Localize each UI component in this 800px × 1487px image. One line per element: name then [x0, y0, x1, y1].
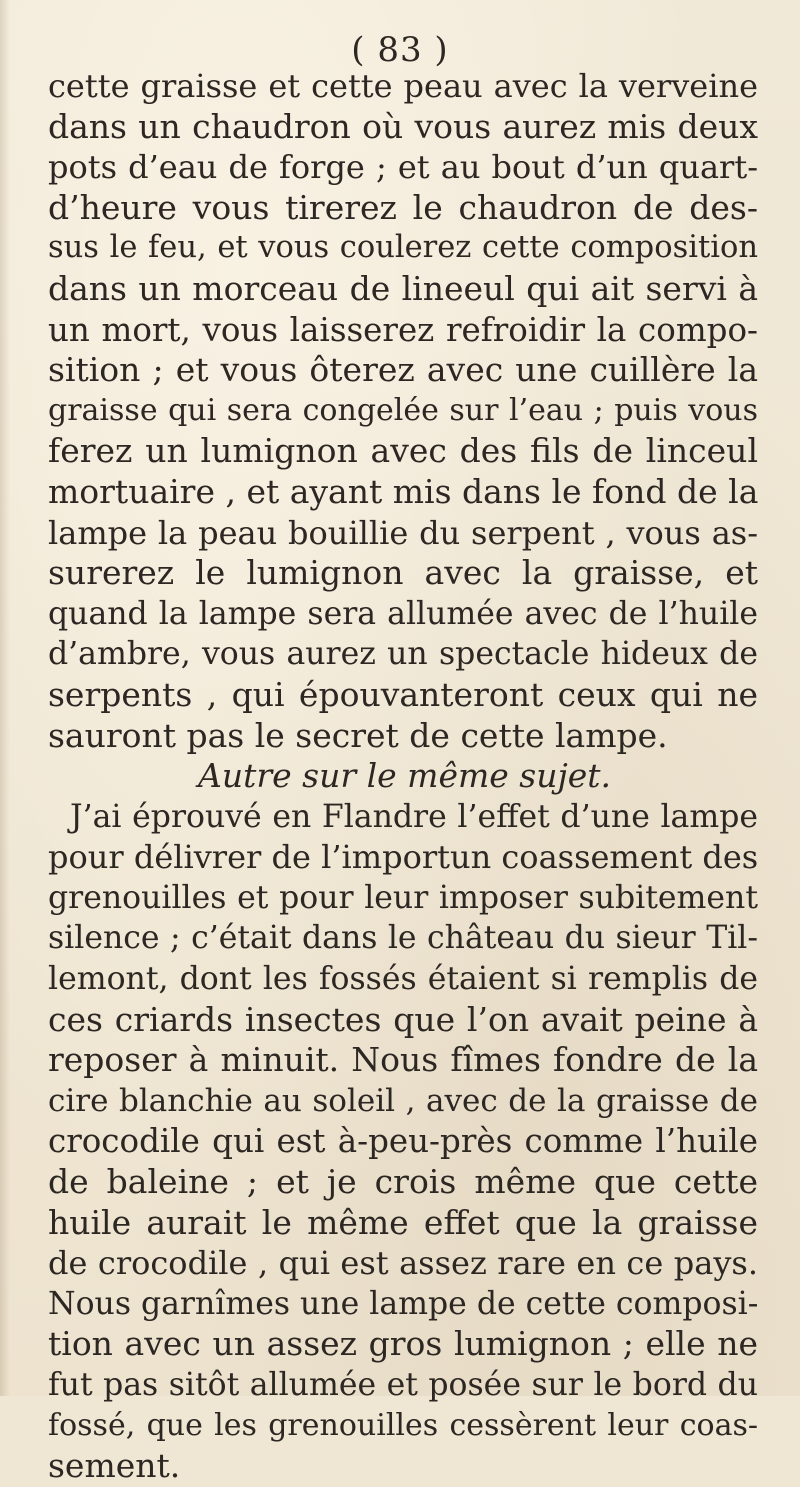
text-line: sition ; et vous ôterez avec une cuillère la — [48, 350, 758, 390]
text-line: pots d’eau de forge ; et au bout d’un quart- — [48, 148, 758, 187]
page-edge-shadow — [0, 0, 10, 1396]
text-line: huile aurait le même effet que la graisse — [48, 1202, 758, 1242]
text-line: serpents , qui épouvanteront ceux qui ne — [48, 674, 758, 714]
text-line: pour délivrer de l’importun coassement des — [48, 838, 759, 877]
text-line: reposer à minuit. Nous fîmes fondre de la — [48, 1040, 758, 1080]
text-line: fut pas sitôt allumée et posée sur le bord du — [48, 1367, 758, 1403]
text-line: cette graisse et cette peau avec la verveine — [48, 67, 758, 105]
text-line: d’ambre, vous aurez un spectacle hideux de — [48, 636, 758, 673]
text-line: graisse qui sera congelée sur l’eau ; puis vous — [48, 392, 758, 428]
text-line: sauront pas le secret de cette lampe. — [48, 715, 668, 755]
text-line: Nous garnîmes une lampe de cette composi- — [48, 1285, 759, 1322]
section-heading: Autre sur le même sujet. — [198, 756, 611, 796]
text-line: quand la lampe sera allumée avec de l’huile — [48, 595, 758, 632]
text-line: surerez le lumignon avec la graisse, et — [48, 553, 758, 593]
text-line: dans un morceau de lineeul qui ait servi à — [48, 268, 758, 308]
text-line: ferez un lumignon avec des fils de linceul — [48, 431, 758, 471]
text-line: un mort, vous laisserez refroidir la compo- — [48, 310, 758, 349]
text-line: grenouilles et pour leur imposer subitement — [48, 879, 758, 916]
text-line: crocodile qui est à-peu-près comme l’huile — [48, 1122, 758, 1161]
text-line: d’heure vous tirerez le chaudron de des- — [48, 187, 758, 227]
text-line: tion avec un assez gros lumignon ; elle ne — [48, 1324, 758, 1364]
text-line: lampe la peau bouillie du serpent , vous as- — [48, 513, 758, 552]
text-line: cire blanchie au soleil , avec de la graisse de — [48, 1082, 758, 1119]
page-number: ( 83 ) — [351, 30, 449, 70]
body-text — [48, 66, 758, 1487]
text-line: dans un chaudron où vous aurez mis deux — [48, 106, 758, 146]
text-line: sement. — [48, 1446, 181, 1486]
text-line: silence ; c’était dans le château du sieur Til- — [48, 920, 758, 957]
text-line: J’ai éprouvé en Flandre l’effet d’une lampe — [70, 798, 758, 835]
text-line: de baleine ; et je crois même que cette — [48, 1162, 758, 1202]
text-line: de crocodile , qui est assez rare en ce pays. — [48, 1244, 758, 1283]
text-line: mortuaire , et ayant mis dans le fond de la — [48, 471, 759, 511]
text-line: ces criards insectes que l’on avait peine à — [48, 999, 758, 1039]
text-line: lemont, dont les fossés étaient si remplis de — [48, 961, 758, 998]
text-line: sus le feu, et vous coulerez cette composition — [48, 230, 758, 266]
text-line: fossé, que les grenouilles cessèrent leur coas- — [48, 1407, 758, 1443]
